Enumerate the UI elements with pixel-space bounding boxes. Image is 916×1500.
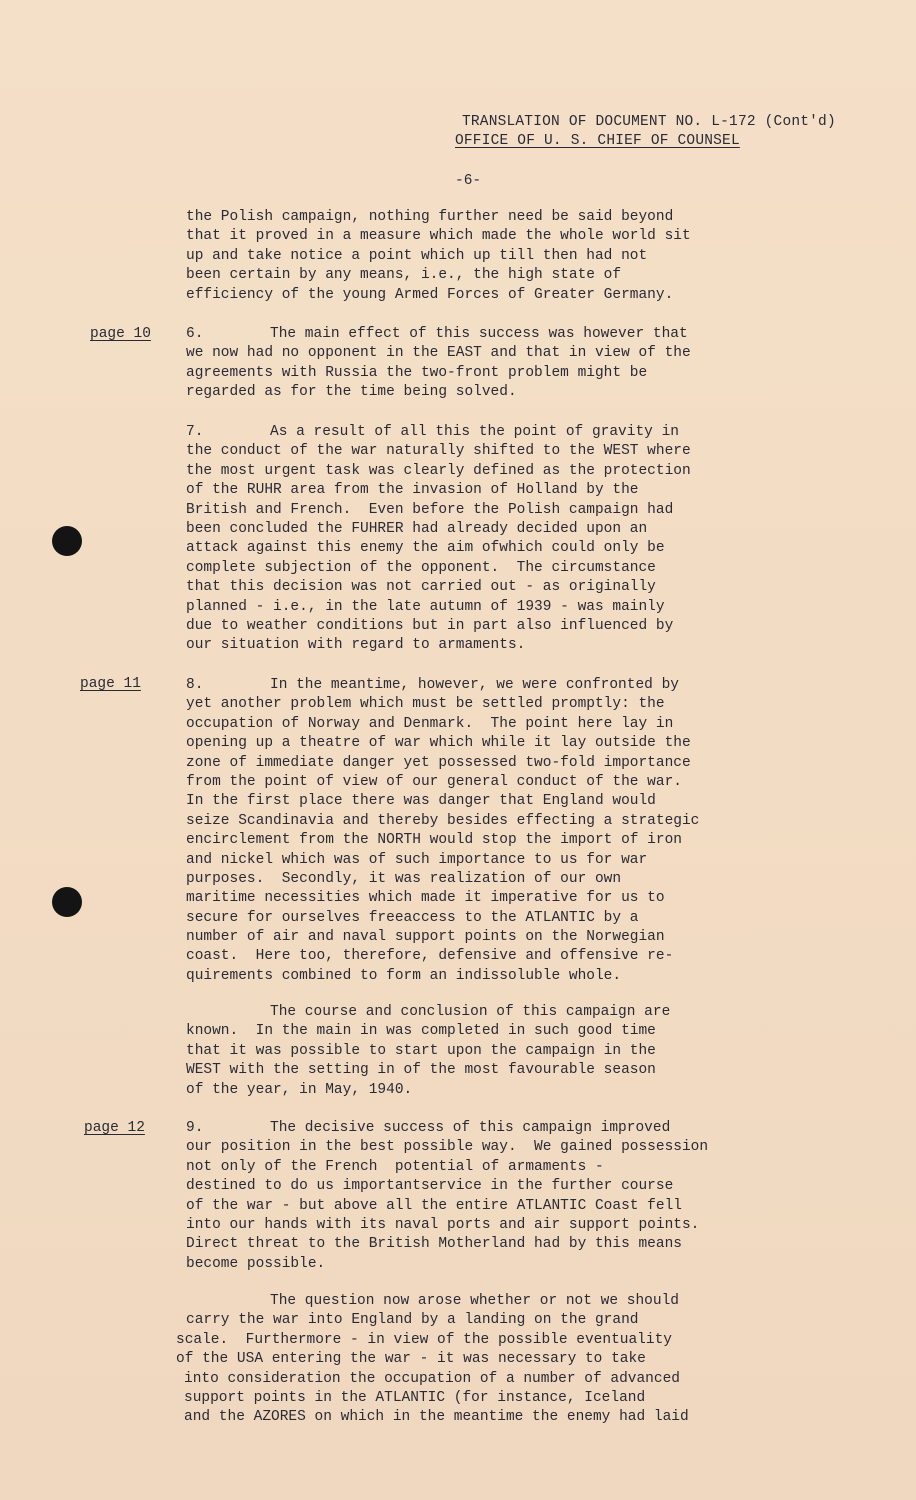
text-line: British and French. Even before the Polish campaign had: [186, 501, 674, 518]
paragraph-8-continued: [186, 1003, 806, 1100]
text-line: and the AZORES on which in the meantime the enemy had laid: [184, 1409, 689, 1426]
text-line: of the RUHR area from the invasion of Holland by the: [186, 482, 639, 499]
text-line: seize Scandinavia and thereby besides effecting a strategic: [186, 812, 700, 829]
paragraph-7: [186, 423, 806, 656]
paragraph-number: 9.: [186, 1120, 204, 1136]
text-line: the conduct of the war naturally shifted to the WEST where: [186, 443, 691, 460]
text-line: opening up a theatre of war which while it lay outside the: [186, 735, 691, 752]
text-line: In the meantime, however, we were confronted by: [270, 677, 679, 693]
text-line: into our hands with its naval ports and air support points.: [186, 1216, 700, 1233]
text-line: become possible.: [186, 1255, 326, 1272]
text-line: secure for ourselves freeaccess to the ATLANTIC by a: [186, 909, 639, 926]
margin-note-page-10: page 10: [90, 326, 151, 342]
text-line: our situation with regard to armaments.: [186, 637, 526, 654]
text-line: occupation of Norway and Denmark. The point here lay in: [186, 715, 674, 732]
paragraph-number: 8.: [186, 677, 204, 693]
text-line: The question now arose whether or not we should: [270, 1293, 679, 1309]
text-line: planned - i.e., in the late autumn of 1939 - was mainly: [186, 598, 665, 615]
text-line: zone of immediate danger yet possessed two-fold importance: [186, 754, 691, 771]
text-line: As a result of all this the point of gravity in: [270, 424, 679, 440]
text-line: the Polish campaign, nothing further need be said beyond: [186, 209, 674, 225]
paragraph-8: [186, 676, 806, 986]
text-line: and nickel which was of such importance to us for war: [186, 851, 648, 868]
text-line: our position in the best possible way. We gained possession: [186, 1139, 709, 1156]
paragraph-number: 6.: [186, 326, 204, 342]
text-line: The course and conclusion of this campaign are: [270, 1004, 671, 1020]
text-line: maritime necessities which made it imperative for us to: [186, 890, 665, 907]
text-line: that this decision was not carried out - as originally: [186, 579, 656, 596]
text-line: known. In the main in was completed in such good time: [186, 1023, 656, 1040]
text-line: quirements combined to form an indissoluble whole.: [186, 967, 622, 984]
text-line: purposes. Secondly, it was realization of our own: [186, 870, 622, 887]
text-line: up and take notice a point which up till then had not: [186, 247, 648, 264]
paragraph-continuation: [186, 208, 806, 305]
paragraph-6: [186, 325, 806, 403]
text-line: of the USA entering the war - it was necessary to take: [176, 1351, 646, 1368]
margin-note-page-11: page 11: [80, 676, 141, 692]
punch-hole: [52, 887, 82, 917]
text-line: WEST with the setting in of the most favourable season: [186, 1062, 656, 1079]
text-line: scale. Furthermore - in view of the possible eventuality: [176, 1331, 672, 1348]
text-line: the most urgent task was clearly defined as the protection: [186, 462, 691, 479]
text-line: carry the war into England by a landing on the grand: [186, 1312, 639, 1329]
text-line: been concluded the FUHRER had already decided upon an: [186, 520, 648, 537]
text-line: of the year, in May, 1940.: [186, 1081, 413, 1098]
margin-note-page-12: page 12: [84, 1120, 145, 1136]
paragraph-9-continued: [176, 1292, 796, 1428]
header-office: OFFICE OF U. S. CHIEF OF COUNSEL: [455, 133, 740, 149]
text-line: coast. Here too, therefore, defensive and offensive re-: [186, 948, 674, 965]
text-line: Direct threat to the British Motherland had by this means: [186, 1236, 682, 1253]
punch-hole: [52, 526, 82, 556]
text-line: efficiency of the young Armed Forces of Greater Germany.: [186, 286, 674, 303]
text-line: support points in the ATLANTIC (for instance, Iceland: [184, 1389, 646, 1406]
text-line: due to weather conditions but in part also influenced by: [186, 617, 674, 634]
text-line: we now had no opponent in the EAST and that in view of the: [186, 345, 691, 362]
text-line: that it proved in a measure which made the whole world sit: [186, 228, 691, 245]
text-line: been certain by any means, i.e., the high state of: [186, 267, 622, 284]
text-line: that it was possible to start upon the campaign in the: [186, 1042, 656, 1059]
text-line: attack against this enemy the aim ofwhich could only be: [186, 540, 665, 557]
text-line: agreements with Russia the two-front problem might be: [186, 364, 648, 381]
paragraph-9: [186, 1119, 806, 1274]
text-line: yet another problem which must be settled promptly: the: [186, 696, 665, 713]
text-line: In the first place there was danger that England would: [186, 793, 656, 810]
text-line: not only of the French potential of armaments -: [186, 1158, 604, 1175]
text-line: encirclement from the NORTH would stop the import of iron: [186, 832, 682, 849]
text-line: destined to do us importantservice in the further course: [186, 1178, 674, 1195]
text-line: complete subjection of the opponent. The circumstance: [186, 559, 656, 576]
text-line: regarded as for the time being solved.: [186, 384, 517, 401]
page-number: -6-: [455, 173, 482, 189]
text-line: into consideration the occupation of a number of advanced: [184, 1370, 680, 1387]
paragraph-number: 7.: [186, 424, 204, 440]
text-line: from the point of view of our general conduct of the war.: [186, 773, 682, 790]
header-title: TRANSLATION OF DOCUMENT NO. L-172 (Cont'd): [462, 114, 836, 130]
text-line: The decisive success of this campaign improved: [270, 1120, 671, 1136]
text-line: of the war - but above all the entire ATLANTIC Coast fell: [186, 1197, 682, 1214]
text-line: number of air and naval support points on the Norwegian: [186, 929, 665, 946]
text-line: The main effect of this success was however that: [270, 326, 688, 342]
